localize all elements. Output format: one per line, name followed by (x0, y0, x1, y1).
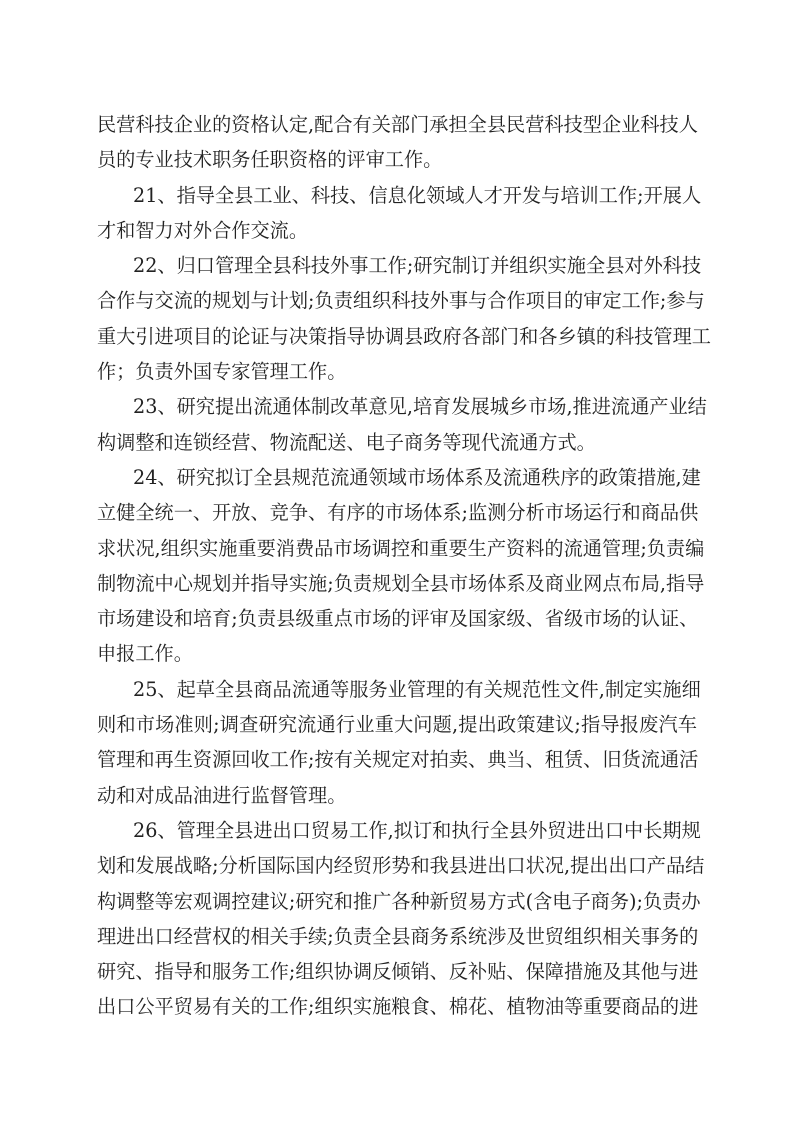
text-line: 划和发展战略;分析国际国内经贸形势和我县进出口状况,提出出口产品结 (97, 854, 705, 878)
text-line: 申报工作。 (97, 642, 193, 666)
text-line: 研究、指导和服务工作;组织协调反倾销、反补贴、保障措施及其他与进 (97, 960, 699, 984)
text-line: 构调整等宏观调控建议;研究和推广各种新贸易方式(含电子商务);负责办 (97, 889, 701, 913)
text-line: 22、归口管理全县科技外事工作;研究制订并组织实施全县对外科技 (133, 254, 702, 278)
text-line: 26、管理全县进出口贸易工作,拟订和执行全县外贸进出口中长期规 (133, 818, 701, 842)
paragraph-26 (97, 817, 705, 1029)
paragraph-23 (97, 393, 707, 464)
paragraph-24 (97, 464, 705, 676)
text-line: 制物流中心规划并指导实施;负责规划全县市场体系及商业网点布局,指导 (97, 571, 705, 595)
text-line: 市场建设和培育;负责县级重点市场的评审及国家级、省级市场的认证、 (97, 607, 699, 631)
text-line: 重大引进项目的论证与决策指导协调县政府各部门和各乡镇的科技管理工 (97, 324, 711, 348)
text-line: 员的专业技术职务任职资格的评审工作。 (97, 148, 443, 172)
paragraph-20-continuation (97, 111, 697, 182)
text-line: 民营科技企业的资格认定,配合有关部门承担全县民营科技型企业科技人 (97, 113, 698, 136)
text-line: 23、研究提出流通体制改革意见,培育发展城乡市场,推进流通产业结 (133, 395, 707, 419)
text-line: 才和智力对外合作交流。 (97, 218, 309, 242)
paragraph-21 (97, 182, 702, 253)
text-line: 出口公平贸易有关的工作;组织实施粮食、棉花、植物油等重要商品的进 (97, 995, 699, 1019)
paragraph-22 (97, 252, 711, 393)
text-line: 理进出口经营权的相关手续;负责全县商务系统涉及世贸组织相关事务的 (97, 924, 699, 948)
text-line: 合作与交流的规划与计划;负责组织科技外事与合作项目的审定工作;参与 (97, 289, 705, 313)
text-line: 25、起草全县商品流通等服务业管理的有关规范性文件,制定实施细 (133, 677, 701, 701)
text-line: 24、研究拟订全县规范流通领域市场体系及流通秩序的政策措施,建 (133, 465, 701, 489)
text-line: 构调整和连锁经营、物流配送、电子商务等现代流通方式。 (97, 430, 596, 454)
text-line: 作；负责外国专家管理工作。 (97, 360, 347, 384)
text-line: 则和市场准则;调查研究流通行业重大问题,提出政策建议;指导报废汽车 (97, 713, 697, 737)
text-line: 21、指导全县工业、科技、信息化领域人才开发与培训工作;开展人 (133, 183, 702, 207)
text-line: 立健全统一、开放、竞争、有序的市场体系;监测分析市场运行和商品供 (97, 501, 699, 525)
paragraph-25 (97, 676, 701, 817)
text-line: 动和对成品油进行监督管理。 (97, 783, 347, 807)
text-line: 求状况,组织实施重要消费品市场调控和重要生产资料的流通管理;负责编 (97, 536, 705, 560)
document-page (97, 111, 711, 1029)
text-line: 管理和再生资源回收工作;按有关规定对拍卖、典当、租赁、旧货流通活 (97, 748, 699, 772)
